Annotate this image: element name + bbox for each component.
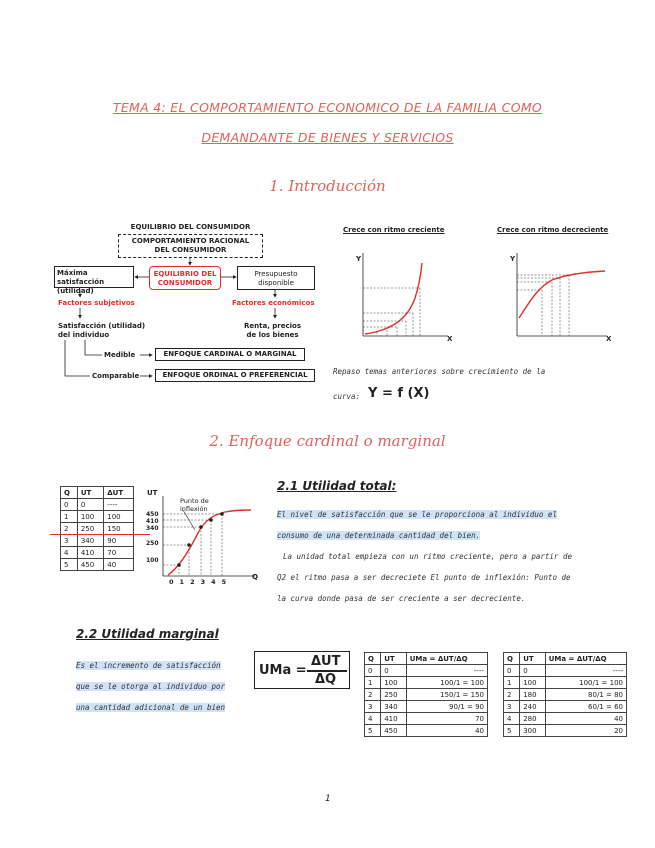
uma2-header: UT (520, 653, 546, 665)
cell: 0 (504, 665, 520, 677)
decreasing-x-label: X (606, 335, 612, 343)
uma1-header: UMa = ΔUT/ΔQ (406, 653, 487, 665)
table-row (365, 701, 488, 713)
uma-def-line1: Es el incremento de satisfacción (76, 661, 221, 670)
diagram-rational-line2: DEL CONSUMIDOR (154, 246, 227, 254)
ut-def-line2: consumo de una determinada cantidad del bien. (277, 531, 481, 540)
table-row (504, 689, 627, 701)
cell: 240 (520, 701, 546, 713)
ut-text-line4: Q2 el ritmo pasa a ser decreciete El punto de inflexión: Punto de (277, 573, 571, 582)
uma-def-line2: que se le otorga al individuo por (76, 682, 226, 691)
cell: 1 (61, 511, 78, 523)
ut-graph-xticks (169, 578, 226, 586)
xtick: 1 (179, 578, 185, 586)
ytick: 100 (146, 557, 159, 564)
cell: 100/1 = 100 (545, 677, 626, 689)
doc-title-line2: DEMANDANTE DE BIENES Y SERVICIOS (201, 130, 454, 145)
ytick: 410 (146, 518, 159, 525)
cell: 4 (365, 713, 381, 725)
inflexion-label (180, 498, 209, 513)
uma-def-line3: una cantidad adicional de un bien (76, 703, 226, 712)
uma-formula-box (254, 651, 350, 689)
cell: 250 (77, 523, 103, 535)
growing-x-label: X (447, 335, 453, 343)
cell: 0 (520, 665, 546, 677)
uma-table-1 (364, 652, 488, 737)
table-row (61, 511, 134, 523)
cell: 340 (77, 535, 103, 547)
inflexion-line1: Punto de (180, 497, 209, 505)
cardinal-approach-box: ENFOQUE CARDINAL O MARGINAL (155, 348, 305, 361)
cell: 150/1 = 150 (406, 689, 487, 701)
growing-graph-title: Crece con ritmo creciente (343, 226, 445, 234)
uma1-header: UT (381, 653, 407, 665)
table-row (365, 677, 488, 689)
cell: 1 (504, 677, 520, 689)
table-row (504, 665, 627, 677)
ut-graph-ylabel: UT (147, 489, 158, 497)
cell: 60/1 = 60 (545, 701, 626, 713)
formula-numerator: ΔUT (311, 654, 341, 669)
cell: 4 (504, 713, 520, 725)
cell: 90 (104, 535, 134, 547)
utility-marginal-text (76, 655, 225, 718)
table-row (61, 559, 134, 571)
ytick: 250 (146, 540, 159, 547)
max-satisfaction-line2: (utilidad) (57, 287, 94, 295)
xtick: 5 (221, 578, 227, 586)
curve-formula: Y = f (X) (368, 386, 430, 401)
diagram-rational-line1: COMPORTAMIENTO RACIONAL (131, 237, 250, 245)
max-satisfaction-line1: Máxima satisfacción (57, 269, 105, 286)
ut-table-header: ΔUT (104, 487, 134, 499)
cell: 450 (77, 559, 103, 571)
curve-label: curva: (333, 392, 361, 401)
uma1-header: Q (365, 653, 381, 665)
xtick: 3 (200, 578, 206, 586)
cell: 4 (61, 547, 78, 559)
utility-total-text (277, 504, 572, 609)
section2-heading: 2. Enfoque cardinal o marginal (209, 432, 446, 450)
cell: 3 (61, 535, 78, 547)
cell: 410 (381, 713, 407, 725)
cell: ---- (104, 499, 134, 511)
diagram-top-label: EQUILIBRIO DEL CONSUMIDOR (130, 223, 251, 231)
table-row (61, 535, 134, 547)
ytick: 450 (146, 511, 159, 518)
cell: 1 (365, 677, 381, 689)
cell: 450 (381, 725, 407, 737)
cell: 100 (104, 511, 134, 523)
ut-graph-yticks (146, 511, 159, 564)
xtick: 4 (211, 578, 216, 586)
ytick: 340 (146, 525, 159, 532)
cell: 3 (365, 701, 381, 713)
cell: 70 (406, 713, 487, 725)
cell: 5 (504, 725, 520, 737)
ut-graph-xlabel: Q (252, 573, 258, 581)
ut-text-line5: la curva donde pasa de ser creciente a ser decreciente. (277, 594, 526, 603)
cell: 70 (104, 547, 134, 559)
table-row (61, 523, 134, 535)
economic-factors-label: Factores económicos (232, 299, 315, 307)
renta-line1: Renta, precios (244, 322, 302, 330)
table-row (61, 499, 134, 511)
formula-denominator: ΔQ (315, 672, 337, 687)
cell: 410 (77, 547, 103, 559)
table-row (365, 725, 488, 737)
section1-heading: 1. Introducción (269, 177, 386, 195)
doc-title-line1: TEMA 4: EL COMPORTAMIENTO ECONOMICO DE LA FAMILIA COMO (112, 100, 543, 115)
table-row (504, 713, 627, 725)
equilibrium-line1: EQUILIBRIO DEL (153, 270, 217, 278)
cell: 100 (520, 677, 546, 689)
formula-lhs: UMa = (259, 663, 307, 678)
cell: 300 (520, 725, 546, 737)
review-text: Repaso temas anteriores sobre crecimiento de la (333, 367, 546, 376)
cell: 20 (545, 725, 626, 737)
subjective-factors-label: Factores subjetivos (58, 299, 135, 307)
ut-table-header: Q (61, 487, 78, 499)
budget-line1: Presupuesto (254, 270, 298, 278)
cell: 40 (406, 725, 487, 737)
satisfaction-line2: del individuo (58, 330, 110, 339)
table-row (365, 713, 488, 725)
cell: 0 (381, 665, 407, 677)
cell: 0 (61, 499, 78, 511)
satisfaction-line1: Satisfacción (utilidad) (58, 322, 146, 330)
decreasing-y-label: Y (510, 255, 516, 263)
cell: 90/1 = 90 (406, 701, 487, 713)
cell: ---- (406, 665, 487, 677)
cell: 5 (61, 559, 78, 571)
ordinal-approach-box: ENFOQUE ORDINAL O PREFERENCIAL (155, 369, 315, 382)
table-row (504, 725, 627, 737)
diagram-connectors (40, 220, 330, 390)
cell: 340 (381, 701, 407, 713)
table-row (365, 689, 488, 701)
decreasing-graph-title: Crece con ritmo decreciente (497, 226, 609, 234)
ut-table (60, 486, 134, 571)
cell: 40 (545, 713, 626, 725)
table-row (504, 677, 627, 689)
cell: 0 (77, 499, 103, 511)
cell: 100 (381, 677, 407, 689)
cell: 280 (520, 713, 546, 725)
cell: 100/1 = 100 (406, 677, 487, 689)
ut-text-line3: La unidad total empieza con un ritmo creciente, pero a partir de (283, 552, 572, 561)
cell: 5 (365, 725, 381, 737)
table-row (61, 547, 134, 559)
xtick: 2 (190, 578, 195, 586)
table-row (365, 665, 488, 677)
table-row (504, 701, 627, 713)
comparable-label: Comparable (92, 372, 140, 380)
cell: ---- (545, 665, 626, 677)
uma2-header: UMa = ΔUT/ΔQ (545, 653, 626, 665)
cell: 2 (365, 689, 381, 701)
medible-label: Medible (104, 351, 136, 359)
red-underline-mark (50, 534, 150, 535)
ut-table-header: UT (77, 487, 103, 499)
cell: 2 (61, 523, 78, 535)
cell: 100 (77, 511, 103, 523)
cell: 80/1 = 80 (545, 689, 626, 701)
inflexion-line2: inflexión (180, 504, 208, 513)
cell: 150 (104, 523, 134, 535)
xtick: 0 (169, 578, 174, 586)
cell: 3 (504, 701, 520, 713)
cell: 180 (520, 689, 546, 701)
growing-y-label: Y (356, 255, 362, 263)
ut-def-line1: El nivel de satisfacción que se le proporciona al individuo el (277, 510, 557, 519)
cell: 250 (381, 689, 407, 701)
cell: 2 (504, 689, 520, 701)
budget-line2: disponible (258, 279, 294, 287)
uma2-header: Q (504, 653, 520, 665)
equilibrium-line2: CONSUMIDOR (157, 279, 213, 287)
subsection-2-1-heading: 2.1 Utilidad total: (277, 479, 397, 493)
subsection-2-2-heading: 2.2 Utilidad marginal (76, 627, 219, 641)
page-number: 1 (325, 794, 331, 804)
uma-table-2 (503, 652, 627, 737)
cell: 40 (104, 559, 134, 571)
cell: 0 (365, 665, 381, 677)
renta-line2: de los bienes (246, 330, 299, 339)
